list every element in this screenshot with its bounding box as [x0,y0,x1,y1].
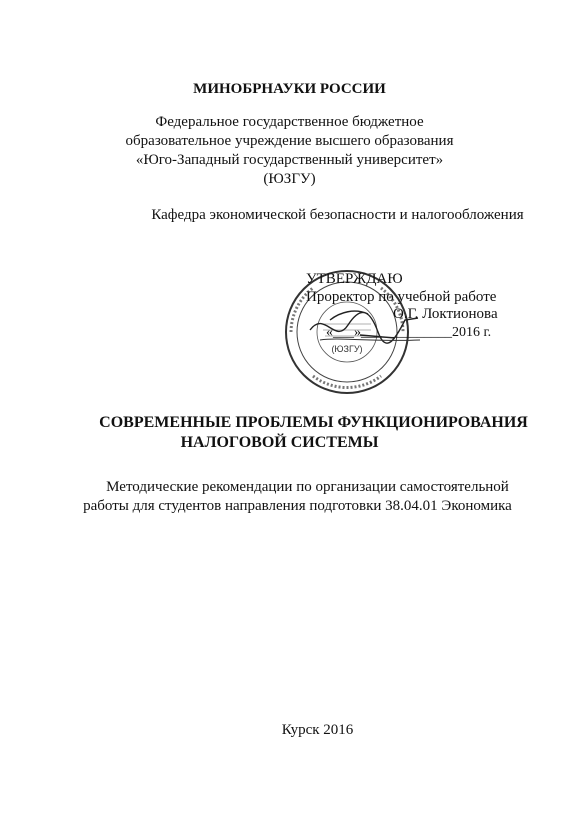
subtitle-line-1: Методические рекомендации по организации самостоятельной [106,479,509,495]
approval-position: Проректор по учебной работе [306,289,497,305]
approval-word: УТВЕРЖДАЮ [306,271,403,287]
institution-line-3: «Юго-Западный государственный университет» [135,152,444,168]
approval-name: О.Г. Локтионова [393,306,498,322]
ministry-heading: МИНОБРНАУКИ РОССИИ [193,81,386,97]
handwritten-signature [300,290,440,360]
institution-line-1: Федеральное государственное бюджетное [155,114,424,130]
approval-date-line: «___»_____________2016 г. [326,325,492,340]
subtitle-line-2: работы для студентов направления подготовки 38.04.01 Экономика [83,498,512,514]
institution-line-4: (ЮЗГУ) [263,171,316,187]
department-name: Кафедра экономической безопасности и налогообложения [151,207,524,223]
stamp-center-text: (ЮЗГУ) [331,344,363,354]
title-line-1: СОВРЕМЕННЫЕ ПРОБЛЕМЫ ФУНКЦИОНИРОВАНИЯ [99,414,528,431]
city-year: Курск 2016 [281,722,354,738]
institution-line-2: образовательное учреждение высшего образования [125,133,454,149]
title-line-2: НАЛОГОВОЙ СИСТЕМЫ [180,434,379,451]
